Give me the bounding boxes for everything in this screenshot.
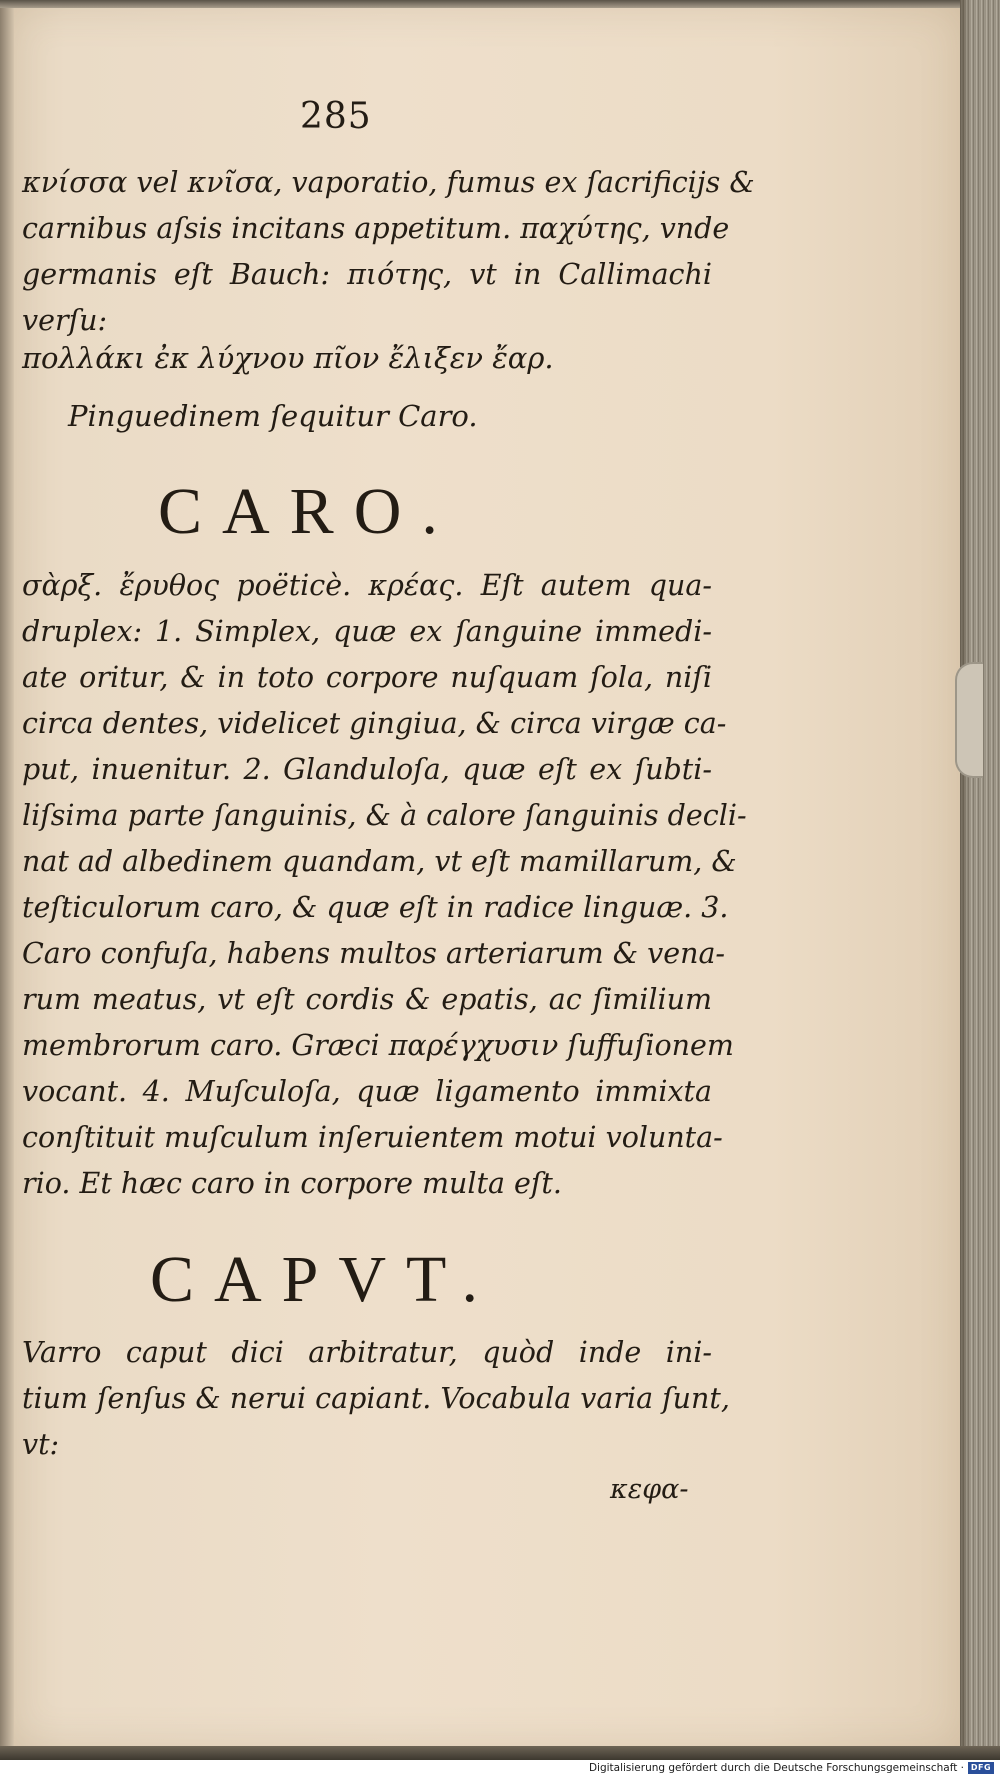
text-line: Varro caput dici arbitratur, quòd inde ini-	[22, 1336, 712, 1369]
dfg-logo-icon: DFG	[968, 1762, 994, 1774]
paragraph-pinguedo	[22, 160, 755, 344]
text-line: verſu:	[22, 304, 108, 337]
text-line: nat ad albedinem quandam, vt eſt mamillarum, &	[22, 845, 737, 878]
text-line: ate oritur, & in toto corpore nuſquam ſola, niſi	[22, 661, 712, 694]
greek-verse: πολλάκι ἐκ λύχνου πῖον ἔλιξεν ἔαρ.	[22, 341, 554, 375]
text-line: σὰρξ. ἔρυθος poëticè. κρέας. Eſt autem qua-	[22, 569, 712, 602]
text-line: vt:	[22, 1428, 60, 1461]
paragraph-caput	[22, 1330, 730, 1468]
text-line: teſticulorum caro, & quæ eſt in radice linguæ. 3.	[22, 891, 729, 924]
text-line: liſsima parte ſanguinis, & à calore ſanguinis decli-	[22, 799, 747, 832]
text-line: membrorum caro. Græci παρέγχυσιν ſuffuſionem	[22, 1029, 734, 1062]
text-line: druplex: 1. Simplex, quæ ex ſanguine immedi-	[22, 615, 712, 648]
text-line: germanis eſt Bauch: πιότης, vt in Callimachi	[22, 258, 712, 291]
text-line: vocant. 4. Muſculoſa, quæ ligamento immixta	[22, 1075, 712, 1108]
page-number: 285	[300, 96, 372, 137]
text-line: rio. Et hæc caro in corpore multa eſt.	[22, 1167, 562, 1200]
scan-bottom-edge	[0, 1746, 1000, 1760]
text-line: rum meatus, vt eſt cordis & epatis, ac ſimilium	[22, 983, 712, 1016]
text-line: tium ſenſus & nerui capiant. Vocabula varia ſunt,	[22, 1382, 730, 1415]
footer-credit: Digitalisierung gefördert durch die Deutsche Forschungsgemeinschaft ·	[588, 1762, 964, 1774]
section-heading-caro: CARO.	[158, 475, 458, 548]
text-line: Caro confuſa, habens multos arteriarum & vena-	[22, 937, 726, 970]
text-line: carnibus aſsis incitans appetitum. παχύτης, vnde	[22, 212, 730, 245]
catchword: κεφα-	[610, 1474, 689, 1505]
book-page-edges	[960, 0, 1000, 1746]
text-line: κνίσσα vel κνῖσα, vaporatio, fumus ex ſacrificijs &	[22, 166, 755, 199]
text-line: put, inuenitur. 2. Glanduloſa, quæ eſt ex ſubti-	[22, 753, 712, 786]
text-line: conſtituit muſculum inſeruientem motui volunta-	[22, 1121, 723, 1154]
scan-top-edge	[0, 0, 1000, 8]
paragraph-caro	[22, 563, 747, 1207]
bookmark-tab	[955, 662, 983, 778]
page-gutter	[0, 8, 14, 1746]
transition-line: Pinguedinem ſequitur Caro.	[68, 399, 478, 433]
text-line: circa dentes, videlicet gingiua, & circa virgæ ca-	[22, 707, 727, 740]
section-heading-caput: CAPVT.	[150, 1243, 498, 1316]
